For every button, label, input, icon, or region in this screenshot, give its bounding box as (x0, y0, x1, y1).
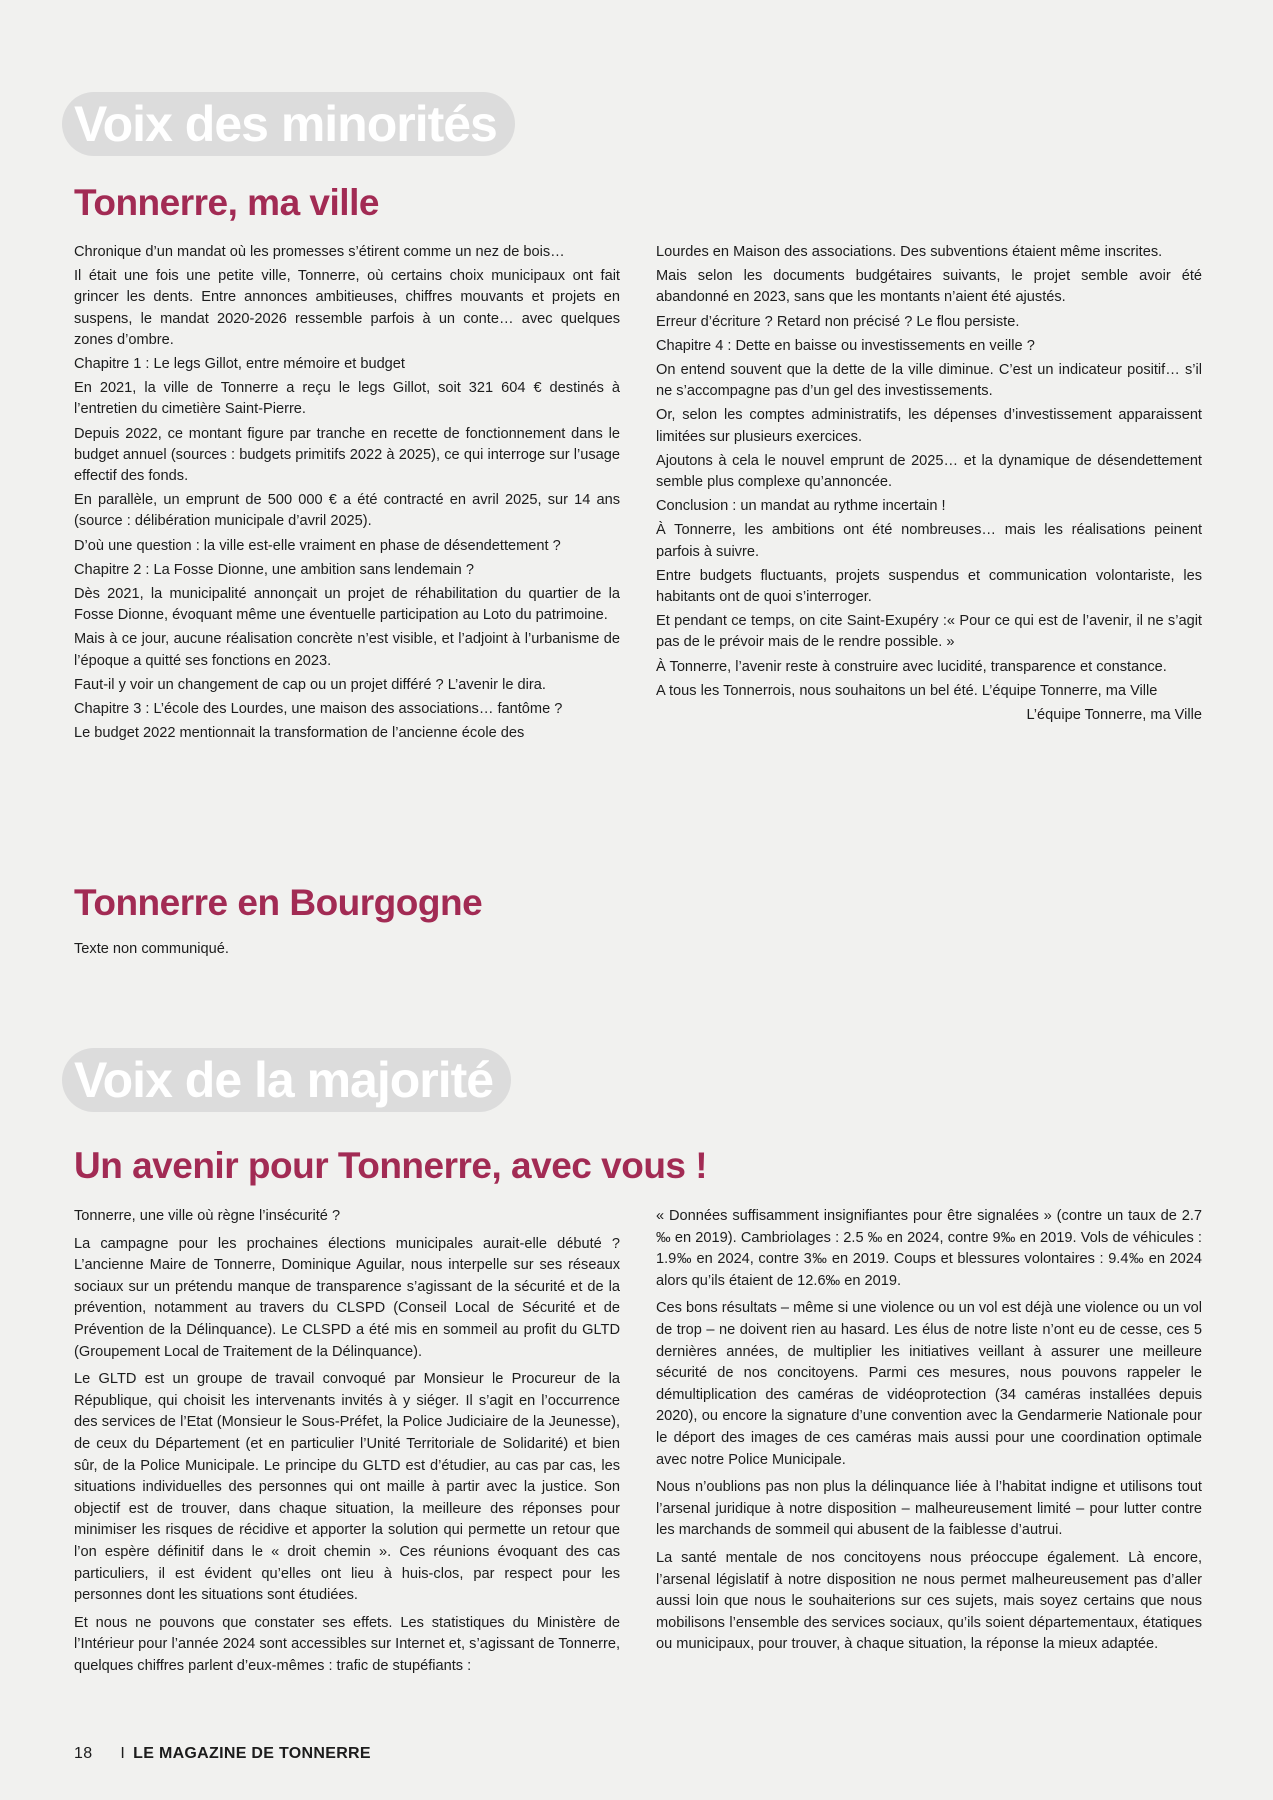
paragraph: A tous les Tonnerrois, nous souhaitons un bel été. L’équipe Tonnerre, ma Ville (656, 682, 1158, 699)
section-title-tonnerre-ma-ville: Tonnerre, ma ville (74, 182, 379, 223)
paragraph: Il était une fois une petite ville, Tonnerre, où certains choix municipaux ont fait grincer les dents. Entre annonces ambitieuses, chiffres mouvants et projets en suspens, le mandat 2020-2026 ressemble parfois à un conte… avec quelques zones d’ombre. (74, 268, 620, 348)
paragraph: Le GLTD est un groupe de travail convoqué par Monsieur le Procureur de la République, qui choisit les intervenants invités à y siéger. Il s’agit en l’occurrence des services de l’Etat (Monsieur le Sous-Préfet, la Police Judiciaire de la Jeunesse), de ceux du Département (et en particulier l’Unité Territoriale de Solidarité) et bien sûr, de la Police Municipale. Le principe du GLTD est d’étudier, au cas par cas, les situations individuelles des personnes qui ont maille à partir avec la justice. Son objectif est de trouver, dans chaque situation, la meilleure des réponses pour minimiser les risques de récidive et apporter la solution qui permette un retour que l’on espère définitif dans le « droit chemin ». Ces réunions évoquant des cas particuliers, il est évident qu’elles ont lieu à huis-clos, par respect pour les personnes dont les situations sont étudiées. (74, 1371, 620, 1604)
page-footer (74, 1745, 371, 1763)
chapter-heading: Chapitre 2 : La Fosse Dionne, une ambition sans lendemain ? (74, 561, 474, 578)
paragraph: Or, selon les comptes administratifs, les dépenses d’investissement apparaissent limitées sur plusieurs exercices. (656, 407, 1202, 445)
page-number: 18 (74, 1745, 93, 1762)
paragraph: Et pendant ce temps, on cite Saint-Exupéry :« Pour ce qui est de l’avenir, il ne s’agit pas de le prévoir mais de le rendre possible. » (656, 613, 1202, 651)
paragraph: Mais selon les documents budgétaires suivants, le projet semble avoir été abandonné en 2023, sans que les montants n’aient été ajustés. (656, 268, 1202, 306)
paragraph: Entre budgets fluctuants, projets suspendus et communication volontariste, les habitants ont de quoi s’interroger. (656, 567, 1202, 606)
section-title-tonnerre-en-bourgogne: Tonnerre en Bourgogne (74, 882, 483, 923)
chapter-heading: Chapitre 3 : L’école des Lourdes, une maison des associations… fantôme ? (74, 701, 563, 718)
paragraph: Lourdes en Maison des associations. Des subventions étaient même inscrites. (656, 244, 1163, 260)
paragraph: Ajoutons à cela le nouvel emprunt de 2025… et la dynamique de désendettement semble plus complexe qu’annoncée. (656, 452, 1202, 491)
majority-left-column (74, 1206, 620, 1683)
paragraph: Et nous ne pouvons que constater ses effets. Les statistiques du Ministère de l’Intérieur pour l’année 2024 sont accessibles sur Internet et, s’agissant de Tonnerre, quelques chiffres parlent d’eux-mêmes : trafic de stupéfiants : (74, 1614, 620, 1674)
paragraph: En 2021, la ville de Tonnerre a reçu le legs Gillot, soit 321 604 € destinés à l’entretien du cimetière Saint-Pierre. (74, 380, 620, 418)
bourgogne-text: Texte non communiqué. (74, 941, 229, 957)
paragraph: En parallèle, un emprunt de 500 000 € a été contracté en avril 2025, sur 14 ans (source : délibération municipale d’avril 2025). (74, 492, 620, 530)
paragraph: On entend souvent que la dette de la ville diminue. C’est un indicateur positif… s’il ne s’accompagne pas d’un gel des investissements. (656, 362, 1202, 400)
paragraph: Mais à ce jour, aucune réalisation concrète n’est visible, et l’adjoint à l’urbanisme de l’époque a quitté ses fonctions en 2023. (74, 631, 620, 669)
paragraph: Erreur d’écriture ? Retard non précisé ? Le flou persiste. (656, 313, 1020, 330)
conclusion-heading: Conclusion : un mandat au rythme incertain ! (656, 498, 946, 515)
ma-ville-right-column (656, 242, 1202, 729)
paragraph: Depuis 2022, ce montant figure par tranche en recette de fonctionnement dans le budget annuel (sources : budgets primitifs 2022 à 2025), ce qui interroge sur l’usage effectif des fonds. (74, 425, 620, 485)
paragraph: À Tonnerre, les ambitions ont été nombreuses… mais les réalisations peinent parfois à suivre. (656, 522, 1202, 560)
majority-right-column (656, 1206, 1202, 1662)
paragraph: La campagne pour les prochaines élections municipales aurait-elle débuté ? L’ancienne Maire de Tonnerre, Dominique Aguilar, nous interpelle sur ses réseaux sociaux sur un prétendu manque de transparence s’agissant de la sécurité et de la prévention, notamment au travers du CLSPD (Conseil Local de Sécurité et de Prévention de la Délinquance). Le CLSPD a été mis en sommeil au profit du GLTD (Groupement Local de Traitement de la Délinquance). (74, 1235, 620, 1360)
chapter-heading: Chapitre 1 : Le legs Gillot, entre mémoire et budget (74, 356, 405, 373)
paragraph: La santé mentale de nos concitoyens nous préoccupe également. Là encore, l’arsenal législatif à notre disposition ne nous permet malheureusement pas d’aller aussi loin que nous le souhaiterions sur ces sujets, mais soyez certains que nous mobilisons l’ensemble des services sociaux, qu’ils soient départementaux, étatiques ou municipaux, pour trouver, à chaque situation, la réponse la mieux adaptée. (656, 1549, 1202, 1653)
paragraph: D’où une question : la ville est-elle vraiment en phase de désendettement ? (74, 537, 561, 554)
section-title-avenir: Un avenir pour Tonnerre, avec vous ! (74, 1145, 708, 1186)
paragraph: Ces bons résultats – même si une violence ou un vol est déjà une violence ou un vol de trop – ne doivent rien au hasard. Les élus de notre liste n’ont eu de cesse, ces 5 dernières années, de multiplier les initiatives veillant à assurer une meilleure sécurité de nos concitoyens. Parmi ces mesures, nous pouvons rappeler le démultiplication des caméras de vidéoprotection (34 caméras installées depuis 2020), ou encore la signature d’une convention avec la Gendarmerie Nationale pour le déport des images de ces caméras mais aussi pour une coordination optimale avec notre Police Municipale. (656, 1300, 1202, 1468)
paragraph: Le budget 2022 mentionnait la transformation de l’ancienne école des (74, 725, 525, 742)
ma-ville-left-column (74, 242, 620, 747)
paragraph: Tonnerre, une ville où règne l’insécurité ? (74, 1208, 341, 1224)
paragraph: À Tonnerre, l’avenir reste à construire avec lucidité, transparence et constance. (656, 658, 1167, 675)
minorities-banner: Voix des minorités (62, 92, 515, 156)
signature: L’équipe Tonnerre, ma Ville (1026, 707, 1202, 724)
chapter-heading: Chapitre 4 : Dette en baisse ou investissements en veille ? (656, 337, 1035, 354)
paragraph: Dès 2021, la municipalité annonçait un projet de réhabilitation du quartier de la Fosse Dionne, évoquant même une éventuelle participation au Loto du patrimoine. (74, 586, 620, 624)
footer-separator: I (120, 1745, 126, 1762)
paragraph: Chronique d’un mandat où les promesses s’étirent comme un nez de bois… (74, 244, 565, 260)
paragraph: Faut-il y voir un changement de cap ou un projet différé ? L’avenir le dira. (74, 676, 546, 693)
magazine-name: LE MAGAZINE DE TONNERRE (133, 1745, 371, 1762)
paragraph: « Données suffisamment insignifiantes pour être signalées » (contre un taux de 2.7 ‰ en 2019). Cambriolages : 2.5 ‰ en 2024, contre 9‰ en 2019. Vols de véhicules : 1.9‰ en 2024, contre 3‰ en 2019. Coups et blessures volontaires : 9.4‰ en 2024 alors qu’ils étaient de 12.6‰ en 2019. (656, 1208, 1202, 1289)
paragraph: Nous n’oublions pas non plus la délinquance liée à l’habitat indigne et utilisons tout l’arsenal juridique à notre disposition – malheureusement limité – pour lutter contre les marchands de sommeil qui abusent de la faiblesse d’autrui. (656, 1479, 1202, 1539)
majority-banner: Voix de la majorité (62, 1048, 511, 1112)
